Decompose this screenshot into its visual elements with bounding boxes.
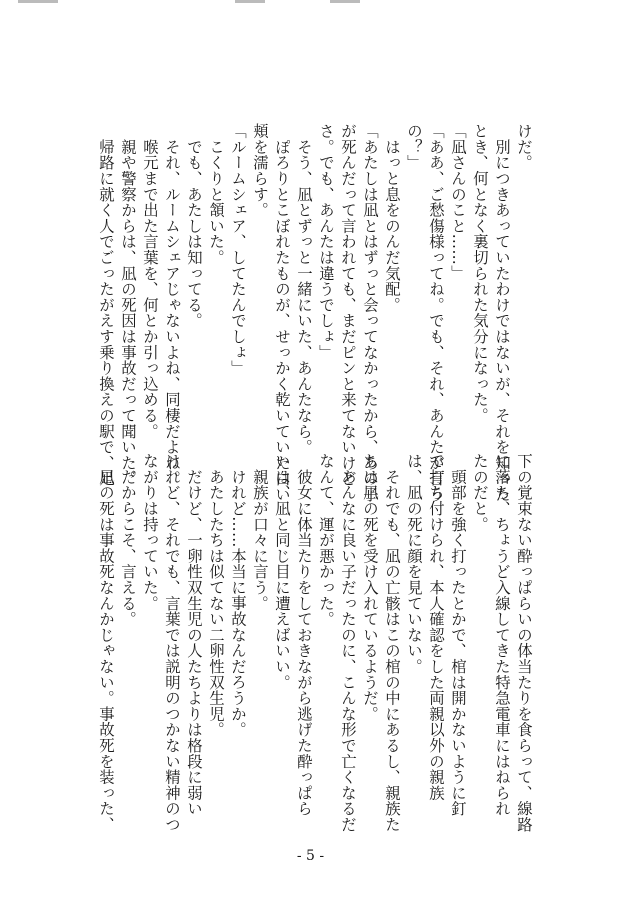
text-column: 彼女に体当たりをしておきながら逃げた酔っぱら	[295, 453, 313, 817]
text-column: ながりは持っていた。	[141, 453, 159, 611]
text-column: 「ルームシェア、してたんでしょ」	[229, 123, 247, 376]
text-column: ちは凪の死を受け入れているようだ。	[361, 453, 379, 722]
text-column: 「ああ、ご愁傷様ってね。でも、それ、あんたが言う	[427, 123, 445, 503]
lower-text-block	[91, 453, 535, 833]
text-column: だけど、一卵性双生児の人たちよりは格段に弱い	[185, 453, 203, 817]
text-column: 頭部を強く打ったとかで、棺は開かないように釘	[449, 453, 467, 817]
text-column: だからこそ、言える。	[119, 453, 137, 627]
text-column: はっと息をのんだ気配。	[383, 123, 401, 313]
text-column: に落ち、ちょうど入線してきた特急電車にはねられ	[493, 453, 511, 817]
text-column: 親族が口々に言う。	[251, 453, 269, 611]
page-edge-mark	[330, 0, 360, 3]
page-edge-mark	[18, 0, 58, 3]
text-column: あたしたちは似てない二卵性双生児。	[207, 453, 225, 738]
text-column: 「凪さんのこと……」	[449, 123, 467, 281]
text-column: 下の覚束ない酔っぱらいの体当たりを食らって、線路	[515, 453, 533, 833]
text-column: なんて、運が悪かった。	[317, 453, 335, 627]
text-column: 帰路に就く人でごったがえす乗り換えの駅で、足	[97, 123, 115, 487]
page-edge-mark	[235, 0, 265, 3]
text-column: 凪の死は事故死なんかじゃない。事故死を装った、	[97, 453, 115, 833]
text-column: で打ち付けられ、本人確認をした両親以外の親族	[427, 453, 445, 801]
text-column: けれど……本当に事故なんだろうか。	[229, 453, 247, 738]
text-column: さ。でも、あんたは違うでしょ」	[317, 123, 335, 360]
text-column: の？」	[405, 123, 423, 171]
text-column: とき、何となく裏切られた気分になった。	[471, 123, 489, 424]
page-number: - 5 -	[296, 848, 325, 864]
text-column: それでも、凪の亡骸はこの棺の中にあるし、親族た	[383, 453, 401, 833]
text-column: そう、凪とずっと一緒にいた、あんたなら。	[295, 123, 313, 455]
text-column: それ、ルームシェアじゃないよね、同棲だよね。	[163, 123, 181, 487]
text-column: けだ。	[515, 123, 533, 171]
text-column: 親や警察からは、凪の死因は事故だって聞いた。	[119, 123, 137, 487]
text-column: けれど、それでも、言葉では説明のつかない精神のつ	[163, 453, 181, 833]
text-column: 喉元まで出た言葉を、何とか引っ込める。	[141, 123, 159, 439]
text-column: が死んだって言われても、まだピンと来てないけど	[339, 123, 357, 487]
text-column: でも、あたしは知ってる。	[185, 123, 203, 329]
text-column: 別につきあっていたわけではないが、それを知った	[493, 123, 511, 503]
text-column: は、凪の死に顔を見ていない。	[405, 453, 423, 675]
text-column: ぽろりとこぼれたものが、せっかく乾いていた白い	[273, 123, 291, 503]
text-column: こくりと頷いた。	[207, 123, 225, 266]
text-column: あんなに良い子だったのに、こんな形で亡くなるだ	[339, 453, 357, 833]
text-column: いは、凪と同じ目に遭えばいい。	[273, 453, 291, 690]
text-column: 頬を濡らす。	[251, 123, 269, 218]
text-column: 「あたしは凪とはずっと会ってなかったから、あの子	[361, 123, 379, 503]
text-column: たのだと。	[471, 453, 489, 532]
